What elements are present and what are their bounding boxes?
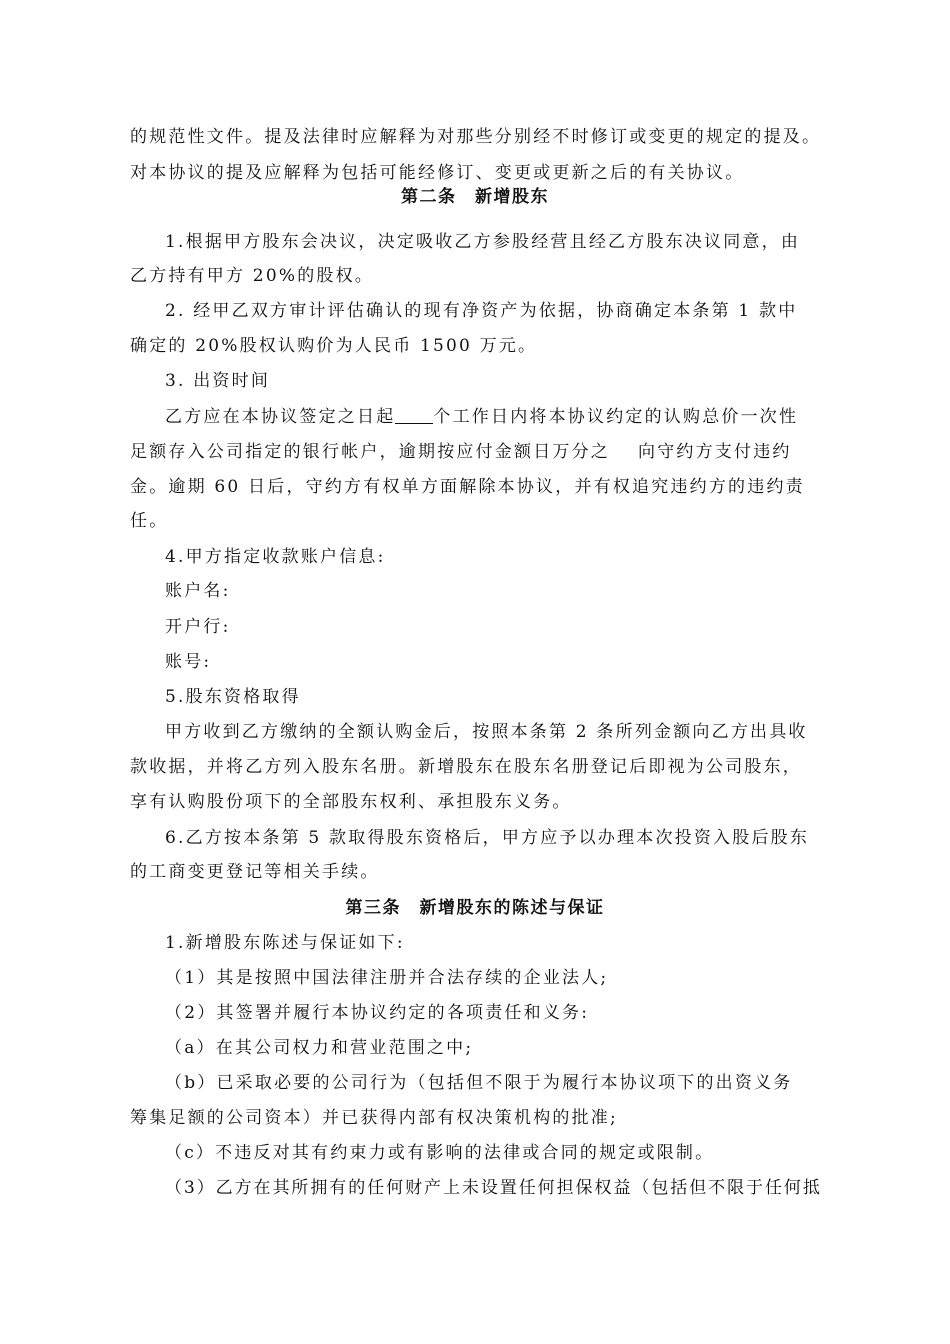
text-segment: 乙方应在本协议签定之日起 xyxy=(165,407,396,427)
text-line: 享有认购股份项下的全部股东权利、承担股东义务。 xyxy=(130,792,572,812)
text-line: 4.甲方指定收款账户信息: xyxy=(165,547,386,567)
text-line: 3. 出资时间 xyxy=(165,371,271,391)
text-segment: 个工作日内将本协议约定的认购总价一次性 xyxy=(433,407,799,427)
text-line: 5.股东资格取得 xyxy=(165,687,301,707)
text-line: 6.乙方按本条第 5 款取得股东资格后，甲方应予以办理本次投资入股后股东 xyxy=(165,828,810,848)
list-item: （a）在其公司权力和营业范围之中; xyxy=(165,1038,474,1058)
text-line: 乙方持有甲方 20%的股权。 xyxy=(130,266,374,286)
text-line: 确定的 20%股权认购价为人民币 1500 万元。 xyxy=(130,336,538,356)
text-line: 款收据，并将乙方列入股东名册。新增股东在股东名册登记后即视为公司股东， xyxy=(130,757,802,777)
blank-days-field xyxy=(395,407,433,424)
text-line: 的工商变更登记等相关手续。 xyxy=(130,862,380,882)
text-line: 1.根据甲方股东会决议，决定吸收乙方参股经营且经乙方股东决议同意，由 xyxy=(165,232,801,252)
list-item: （3）乙方在其所拥有的任何财产上未设置任何担保权益（包括但不限于任何抵 xyxy=(165,1178,822,1198)
text-line xyxy=(130,441,792,463)
text-line: 任。 xyxy=(130,511,169,531)
text-line: 甲方收到乙方缴纳的全额认购金后，按照本条第 2 条所列金额向乙方出具收 xyxy=(165,722,808,742)
list-item: （c）不违反对其有约束力或有影响的法律或合同的规定或限制。 xyxy=(165,1143,715,1163)
text-line: 金。逾期 60 日后，守约方有权单方面解除本协议，并有权追究违约方的违约责 xyxy=(130,477,805,497)
bank-label: 开户行: xyxy=(165,617,231,637)
text-line xyxy=(165,406,798,428)
list-item: （1）其是按照中国法律注册并合法存续的企业法人; xyxy=(165,968,609,988)
account-name-label: 账户名: xyxy=(165,581,231,601)
text-segment: 向守约方支付违约 xyxy=(638,442,792,462)
list-item: （b）已采取必要的公司行为（包括但不限于为履行本协议项下的出资义务 xyxy=(165,1073,793,1093)
text-line: 筹集足额的公司资本）并已获得内部有权决策机构的批准; xyxy=(130,1108,618,1128)
text-segment: 足额存入公司指定的银行帐户，逾期按应付金额日万分之 xyxy=(130,442,610,462)
article-3-title: 第三条 新增股东的陈述与保证 xyxy=(345,898,605,918)
text-line: 2. 经甲乙双方审计评估确认的现有净资产为依据，协商确定本条第 1 款中 xyxy=(165,301,798,321)
account-number-label: 账号: xyxy=(165,652,212,672)
text-line: 1.新增股东陈述与保证如下: xyxy=(165,933,405,953)
text-line: 对本协议的提及应解释为包括可能经修订、变更或更新之后的有关协议。 xyxy=(130,163,745,183)
list-item: （2）其签署并履行本协议约定的各项责任和义务: xyxy=(165,1003,590,1023)
article-2-title: 第二条 新增股东 xyxy=(401,187,549,207)
text-line: 的规范性文件。提及法律时应解释为对那些分别经不时修订或变更的规定的提及。 xyxy=(130,127,822,147)
